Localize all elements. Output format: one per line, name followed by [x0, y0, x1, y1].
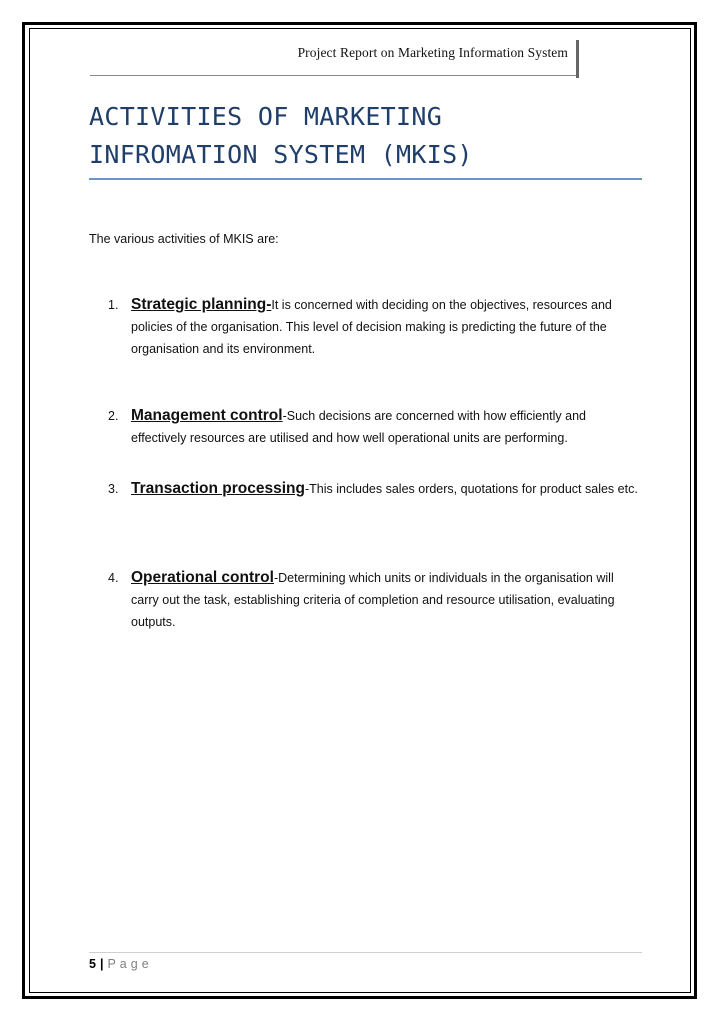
title-underline: [89, 178, 642, 180]
list-item-body: [131, 478, 643, 500]
header-tab-mark: [576, 40, 579, 78]
list-item-text: It is concerned with deciding on the objectives, resources and policies of the organisation. This level of decision making is predicting the future of the organisation and its environment.: [131, 298, 612, 356]
list-item-body: [131, 294, 643, 360]
title-line-2: INFROMATION SYSTEM (MKIS): [89, 140, 473, 169]
page-label: Page: [107, 957, 153, 971]
list-item-body: [131, 567, 643, 633]
list-item-text: -This includes sales orders, quotations for product sales etc.: [305, 482, 638, 496]
list-number: 1.: [108, 298, 119, 312]
page-footer: [89, 957, 153, 971]
list-number: 4.: [108, 571, 119, 585]
list-item-term: Management control: [131, 407, 283, 424]
list-number: 2.: [108, 409, 119, 423]
footer-separator: |: [99, 957, 104, 971]
list-item: [108, 478, 643, 500]
list-item-text: -Determining which units or individuals in the organisation will carry out the task, establishing criteria of completion and resource utilisation, evaluating outputs.: [131, 571, 615, 629]
list-item-body: [131, 405, 643, 449]
title-line-1: ACTIVITIES OF MARKETING: [89, 102, 443, 131]
list-item-term: Operational control: [131, 569, 274, 586]
page-number: 5: [89, 957, 96, 971]
header-rule: [90, 75, 577, 76]
list-item: [108, 567, 643, 633]
list-number: 3.: [108, 482, 119, 496]
footer-rule: [89, 952, 642, 953]
running-header: Project Report on Marketing Information System: [297, 45, 568, 60]
list-item: [108, 294, 643, 360]
list-item-text: -Such decisions are concerned with how efficiently and effectively resources are utilised and how well operational units are performing.: [131, 409, 586, 445]
page-title: [89, 98, 649, 174]
list-item: [108, 405, 643, 449]
intro-paragraph: The various activities of MKIS are:: [89, 232, 279, 246]
list-item-term: Strategic planning-: [131, 296, 272, 313]
list-item-term: Transaction processing: [131, 480, 305, 497]
